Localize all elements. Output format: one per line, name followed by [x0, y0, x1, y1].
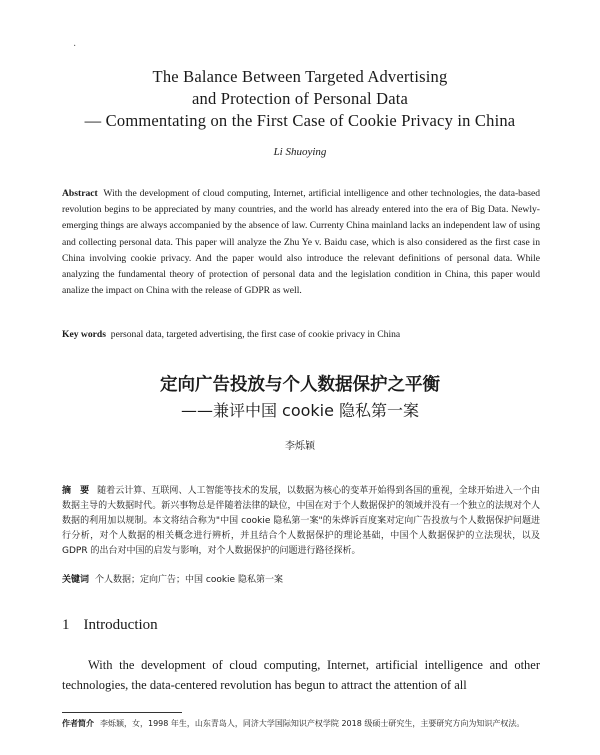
chinese-author: 李烁颖	[285, 441, 315, 452]
english-abstract-label: Abstract	[62, 188, 98, 199]
chinese-abstract-label: 摘 要	[62, 486, 90, 496]
chinese-title-line-1: 定向广告投放与个人数据保护之平衡	[160, 375, 440, 395]
chinese-abstract-text: 随着云计算、互联网、人工智能等技术的发展，以数据为核心的变革开始得到各国的重视，全球开始进入一个由数据主导的大数据时代。新兴事物总是伴随着法律的缺位，中国在对于个人数据保护的领域并没有一个独立的法规对个人数据的利用加以规制。本文将结合称为"中国 cookie 隐私第一案"的朱烨诉百度案对定向广告投放与个人数据保护问题进行分析，对个人数据的相关概念进行辨析，并且结合个人数据保护的理论基础，中国个人数据保护的立法现状，以及 GDPR 的出台对中国的启发与影响，对个人数据保护的问题进行路径探析。	[62, 486, 540, 556]
chinese-keywords-label: 关键词	[62, 575, 90, 585]
section-heading	[62, 617, 158, 634]
chinese-keywords-text: 个人数据；定向广告；中国 cookie 隐私第一案	[95, 575, 283, 585]
footnote-label: 作者简介	[62, 719, 94, 728]
corner-mark: ·	[73, 41, 77, 52]
chinese-title-line-2: ——兼评中国 cookie 隐私第一案	[180, 401, 420, 420]
chinese-keywords	[62, 573, 540, 587]
body-paragraph: With the development of cloud computing, Internet, artificial intelligence and other technologies, the data-centered revolution has begun to attract the attention of all	[62, 658, 540, 692]
english-keywords	[62, 328, 540, 342]
chinese-title	[0, 372, 600, 424]
english-title-line-1: The Balance Between Targeted Advertising	[152, 67, 448, 86]
english-title	[40, 66, 560, 132]
footnote-text: 李烁颖，女，1998 年生，山东青岛人，同济大学国际知识产权学院 2018 级硕士研究生，主要研究方向为知识产权法。	[100, 719, 525, 728]
footnote	[62, 717, 540, 731]
english-author: Li Shuoying	[273, 146, 327, 158]
footnote-rule	[62, 712, 182, 713]
english-keywords-text: personal data, targeted advertising, the first case of cookie privacy in China	[110, 329, 401, 340]
english-keywords-label: Key words	[62, 329, 106, 340]
section-number: 1	[62, 617, 70, 633]
english-title-line-2: and Protection of Personal Data	[191, 89, 409, 108]
english-abstract	[62, 186, 540, 299]
english-abstract-text: With the development of cloud computing, Internet, artificial intelligence and other technologies, the data-based revolution begins to be appreciated by many countries, and the world has already entered into the era of Big Data. Newly-emerging things are always accompanied by the absence of law. Currenty China mainland lacks an independent law of using and collecting personal data. This paper will analyze the Zhu Ye v. Baidu case, which is also considered as the first case in China involving cookie privacy. And the paper would also introduce the relevant definitions of personal data. While analyzing the fundamental theory of protection of personal data and the legislation condition in China, this paper would analize the impact on China with the release of GDPR as well.	[62, 188, 541, 297]
english-title-line-3: — Commentating on the First Case of Cookie Privacy in China	[84, 111, 516, 130]
chinese-abstract	[62, 484, 540, 559]
section-title: Introduction	[83, 617, 158, 633]
